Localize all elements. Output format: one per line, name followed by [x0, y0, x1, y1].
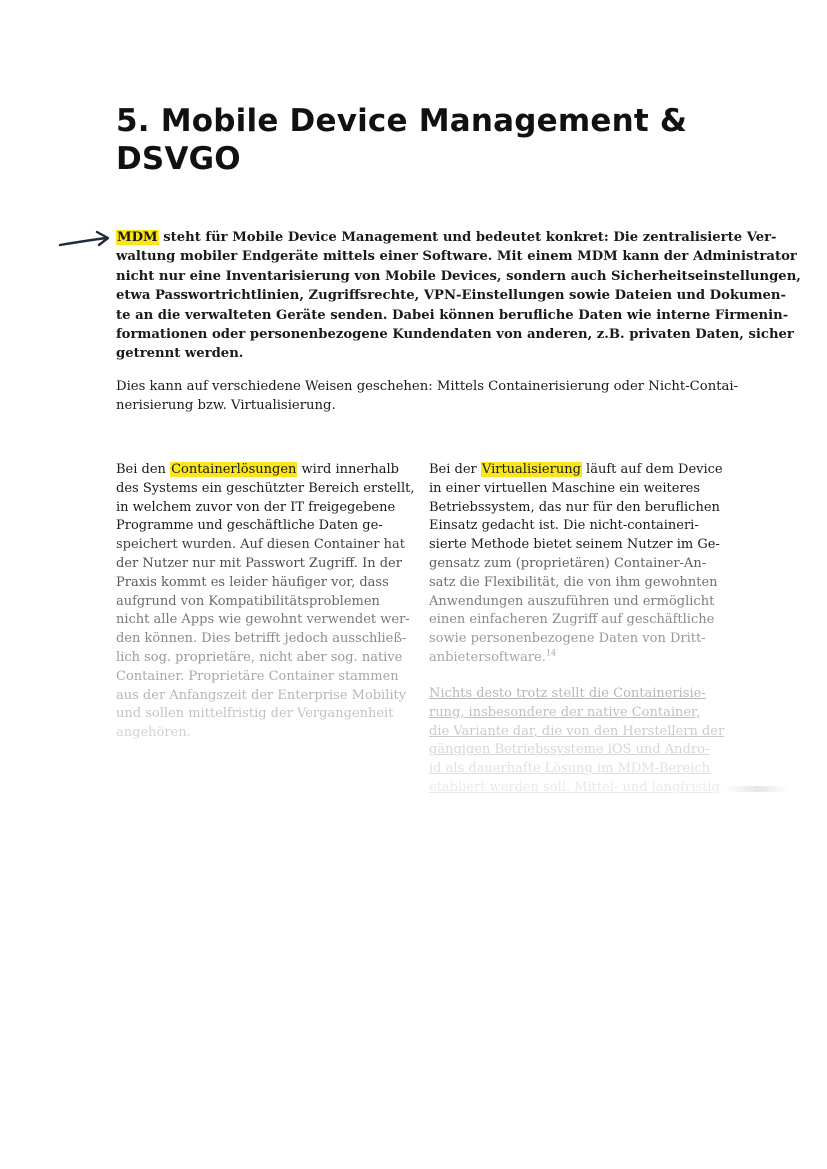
methods-line: nerisierung bzw. Virtualisierung. — [116, 398, 336, 414]
intro-line: formationen oder personenbezogene Kundendaten von anderen, z.B. privaten Daten, sicher — [116, 327, 794, 343]
container-prefix: Bei den — [116, 462, 171, 477]
intro-line — [116, 228, 777, 247]
container-line — [116, 461, 398, 480]
virtualization-line: sowie personenbezogene Daten von Dritt- — [429, 631, 706, 647]
container-line: angehören. — [116, 725, 191, 741]
container-line: aufgrund von Kompatibilitätsproblemen — [116, 593, 380, 609]
container-line: in welchem zuvor von der IT freigegebene — [116, 499, 396, 515]
fade-artifact — [725, 786, 789, 792]
page-title-line-1: 5. Mobile Device Management & — [116, 103, 688, 139]
highlight-containerloesungen: Containerlösungen — [171, 462, 297, 477]
page-title — [116, 102, 736, 178]
footnote-marker[interactable]: 14 — [545, 648, 557, 658]
virtualization-line: sierte Methode bietet seinem Nutzer im Ge- — [429, 537, 720, 553]
highlight-mdm: MDM — [117, 230, 158, 245]
container-line: speichert wurden. Auf diesen Container hat — [116, 537, 405, 553]
virtualization-line: in einer virtuellen Maschine ein weiteres — [429, 480, 701, 496]
native-container-line: id als dauerhafte Lösung im MDM-Bereich — [429, 761, 711, 777]
intro-line: nicht nur eine Inventarisierung von Mobile Devices, sondern auch Sicherheitseinstellungen, — [116, 268, 801, 284]
intro-line: etwa Passwortrichtlinien, Zugriffsrechte, VPN-Einstellungen sowie Dateien und Dokumen- — [116, 288, 786, 304]
virtualization-line: satz die Flexibilität, die von ihm gewohnten — [429, 574, 718, 590]
container-line: des Systems ein geschützter Bereich erstellt, — [116, 480, 415, 496]
container-line: und sollen mittelfristig der Vergangenheit — [116, 706, 394, 722]
virtualization-line: Betriebssystem, das nur für den beruflichen — [429, 499, 720, 515]
virtualization-prefix: Bei der — [429, 462, 481, 477]
container-line: Praxis kommt es leider häufiger vor, dass — [116, 574, 389, 590]
virtualization-suffix: läuft auf dem Device — [581, 462, 723, 477]
container-line: nicht alle Apps wie gewohnt verwendet wer- — [116, 612, 410, 628]
methods-paragraph — [116, 377, 739, 416]
container-line: lich sog. proprietäre, nicht aber sog. native — [116, 649, 403, 665]
virtualization-line — [429, 461, 723, 480]
native-container-line: etabliert werden soll. Mittel- und langfristig — [429, 779, 720, 795]
virtualization-line: einen einfacheren Zugriff auf geschäftliche — [429, 612, 715, 628]
native-container-paragraph — [429, 685, 725, 798]
native-container-line: gängigen Betriebssysteme iOS und Andro- — [429, 742, 710, 758]
virtualization-line — [429, 649, 711, 668]
container-line: Container. Proprietäre Container stammen — [116, 668, 399, 684]
container-suffix: wird innerhalb — [297, 462, 399, 477]
container-line: aus der Anfangszeit der Enterprise Mobility — [116, 687, 407, 703]
container-column — [116, 461, 415, 743]
container-line: den können. Dies betrifft jedoch ausschließ- — [116, 631, 407, 647]
intro-line-text: steht für Mobile Device Management und bedeutet konkret: Die zentralisierte Ver- — [158, 230, 777, 245]
methods-line: Dies kann auf verschiedene Weisen geschehen: Mittels Containerisierung oder Nicht-Contai- — [116, 379, 739, 394]
intro-line: te an die verwalteten Geräte senden. Dabei können berufliche Daten wie interne Firmenin- — [116, 307, 789, 323]
virtualization-last-text: anbietersoftware. — [429, 649, 546, 665]
pointer-arrow-icon — [58, 228, 114, 250]
native-container-line: Nichts desto trotz stellt die Containerisie- — [429, 686, 706, 701]
virtualization-column — [429, 461, 723, 668]
virtualization-line: Einsatz gedacht ist. Die nicht-containeri- — [429, 518, 699, 534]
container-line: der Nutzer nur mit Passwort Zugriff. In der — [116, 555, 402, 571]
intro-line: getrennt werden. — [116, 346, 244, 362]
virtualization-line: Anwendungen auszuführen und ermöglicht — [429, 593, 715, 609]
highlight-virtualisierung: Virtualisierung — [481, 462, 581, 477]
page-title-line-2: DSVGO — [116, 141, 241, 177]
intro-paragraph — [116, 228, 801, 364]
container-line: Programme und geschäftliche Daten ge- — [116, 518, 383, 534]
native-container-line: die Variante dar, die von den Herstellern der — [429, 723, 725, 739]
native-container-line: rung, insbesondere der native Container, — [429, 704, 700, 720]
virtualization-line: gensatz zum (proprietären) Container-An- — [429, 555, 707, 571]
intro-line: waltung mobiler Endgeräte mittels einer Software. Mit einem MDM kann der Administrator — [116, 249, 797, 265]
